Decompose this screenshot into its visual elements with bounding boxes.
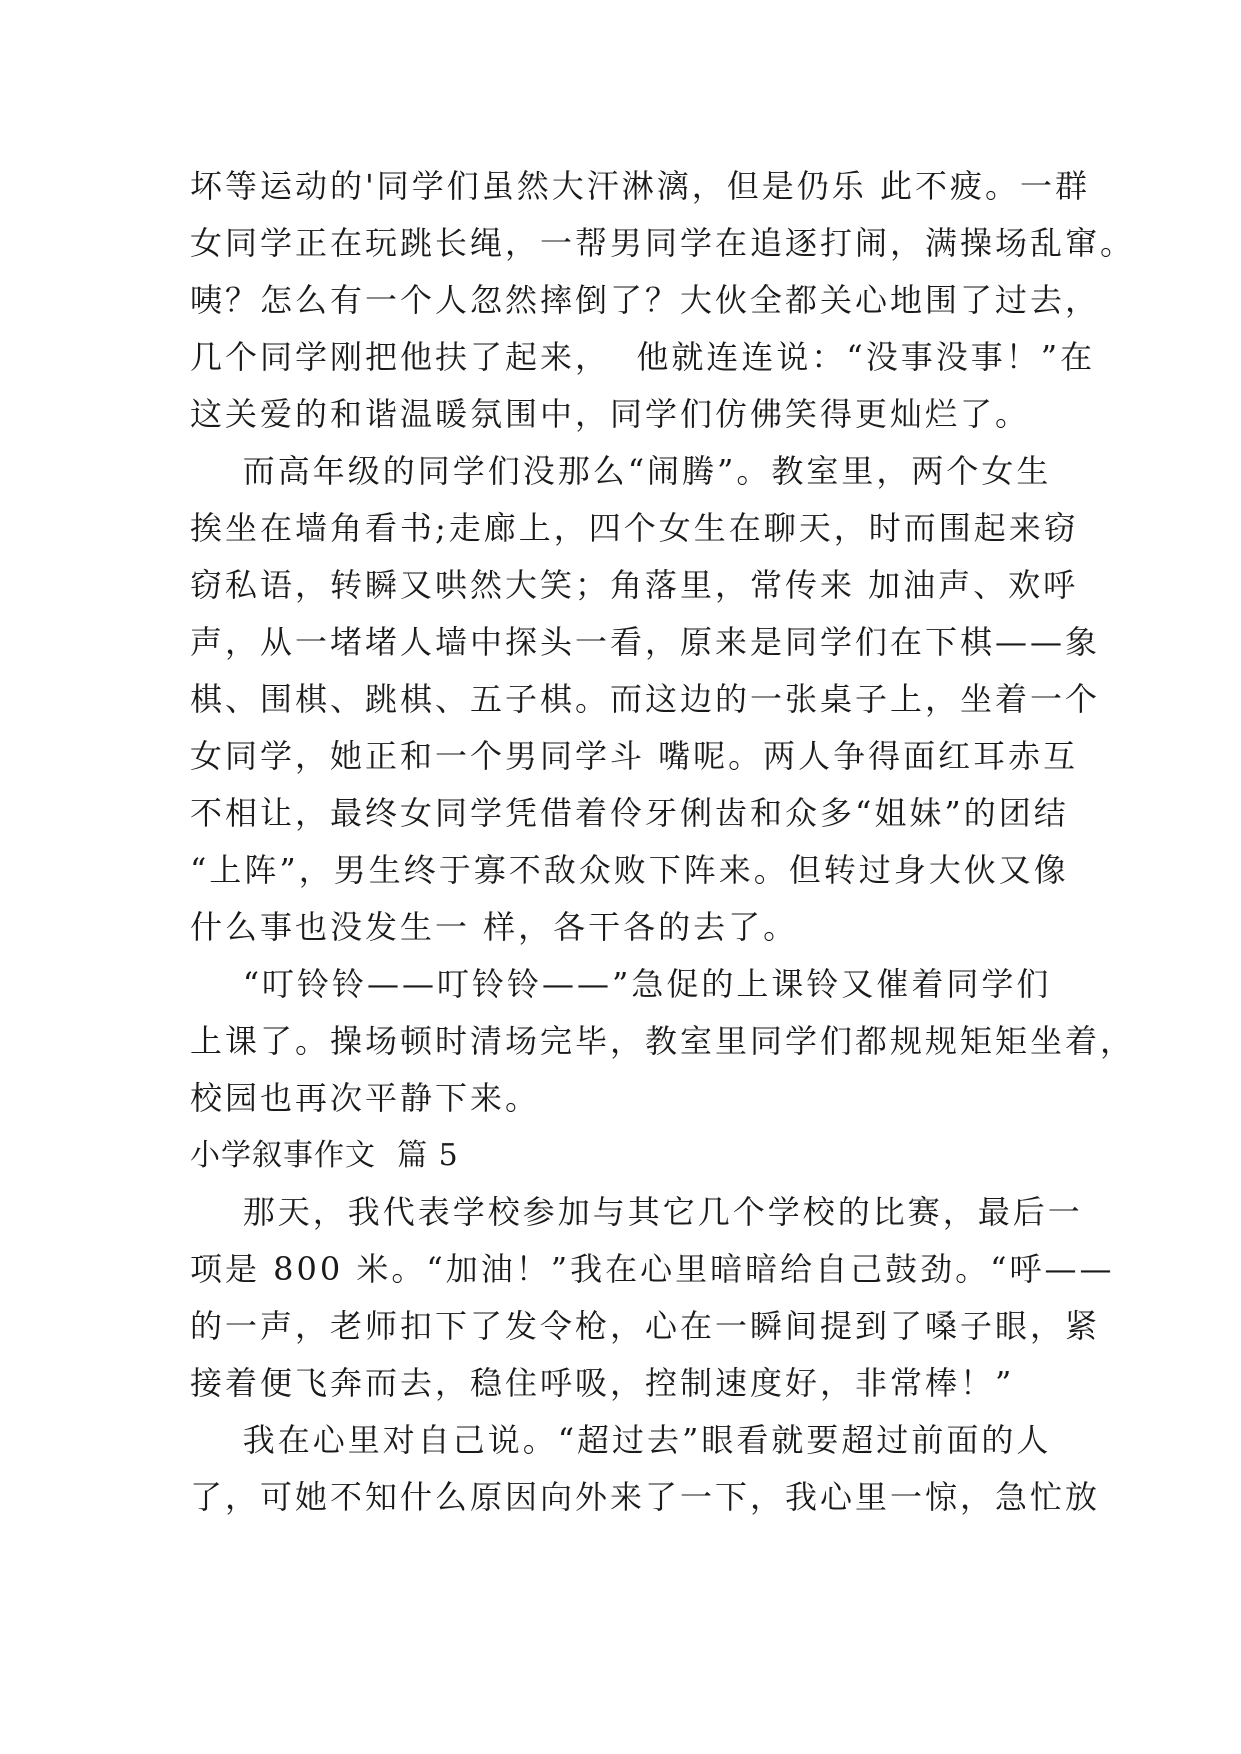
text-line: 女同学，她正和一个男同学斗 嘴呢。两人争得面红耳赤互: [190, 737, 1079, 775]
text-line: 挨坐在墙角看书;走廊上，四个女生在聊天，时而围起来窃: [190, 509, 1079, 547]
text-line: 棋、围棋、跳棋、五子棋。而这边的一张桌子上，坐着一个: [190, 680, 1101, 718]
text-line: 项是 800 米。“加油！”我在心里暗暗给自己鼓劲。“呼——: [190, 1250, 1115, 1288]
text-line: 几个同学刚把他扶了起来， 他就连连说：“没事没事！”在: [190, 338, 1096, 376]
text-line: 而高年级的同学们没那么“闹腾”。教室里，两个女生: [190, 452, 1052, 490]
text-line: “上阵”，男生终于寡不敌众败下阵来。但转过身大伙又像: [190, 851, 1069, 889]
text-line: 校园也再次平静下来。: [190, 1079, 541, 1117]
text-line: 了，可她不知什么原因向外来了一下，我心里一惊，急忙放: [190, 1478, 1101, 1516]
text-line: 声，从一堵堵人墙中探头一看，原来是同学们在下棋——象: [190, 623, 1101, 661]
text-line: 不相让，最终女同学凭借着伶牙俐齿和众多“姐妹”的团结: [190, 794, 1069, 832]
text-line: 坏等运动的'同学们虽然大汗淋漓，但是仍乐 此不疲。一群: [190, 167, 1090, 205]
text-line: 什么事也没发生一 样，各干各的去了。: [190, 908, 799, 946]
text-line: 上课了。操场顿时清场完毕，教室里同学们都规规矩矩坐着，: [190, 1022, 1136, 1060]
text-line: 那天，我代表学校参加与其它几个学校的比赛，最后一: [190, 1193, 1083, 1231]
text-line: 接着便飞奔而去，稳住呼吸，控制速度好，非常棒！”: [190, 1364, 1015, 1402]
section-heading: 小学叙事作文 篇 5: [190, 1138, 459, 1173]
text-line: 窃私语，转瞬又哄然大笑；角落里，常传来 加油声、欢呼: [190, 566, 1079, 604]
text-line: 我在心里对自己说。“超过去”眼看就要超过前面的人: [190, 1421, 1052, 1459]
text-line: 女同学正在玩跳长绳，一帮男同学在追逐打闹，满操场乱窜。: [190, 224, 1136, 262]
text-line: 的一声，老师扣下了发令枪，心在一瞬间提到了嗓子眼，紧: [190, 1307, 1101, 1345]
text-line: “叮铃铃——叮铃铃——”急促的上课铃又催着同学们: [190, 965, 1052, 1003]
text-line: 这关爱的和谐温暖氛围中，同学们仿佛笑得更灿烂了。: [190, 395, 1031, 433]
body-text: [190, 158, 1136, 1526]
text-line: 咦？怎么有一个人忽然摔倒了？大伙全都关心地围了过去，: [190, 281, 1101, 319]
